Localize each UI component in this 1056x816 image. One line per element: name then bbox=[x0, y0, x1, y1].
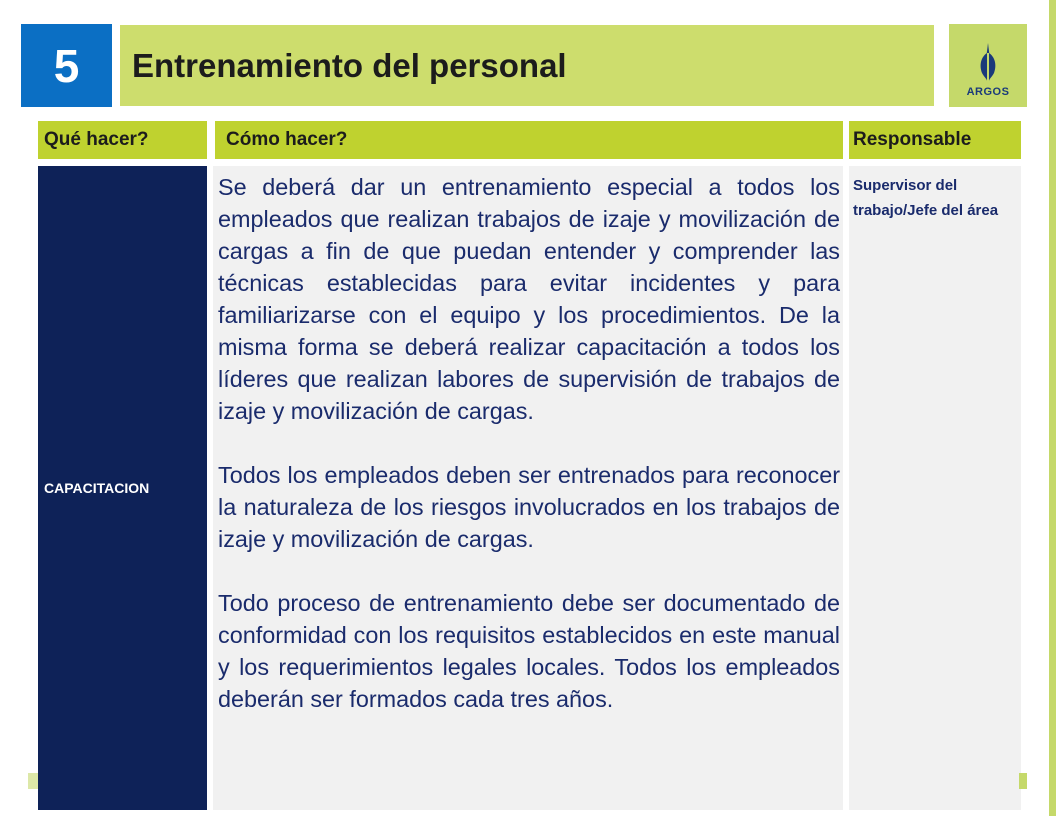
right-accent-stripe bbox=[1049, 0, 1056, 816]
como-paragraph-2: Todos los empleados deben ser entrenados para reconocer la naturaleza de los riesgos involucrados en los trabajos de izaje y movilización de cargas. bbox=[218, 462, 840, 552]
section-number-text: 5 bbox=[53, 39, 80, 92]
responsable-cell bbox=[849, 166, 1021, 810]
responsable-value: Supervisor del trabajo/Jefe del área bbox=[853, 177, 999, 219]
que-hacer-cell bbox=[38, 166, 207, 810]
column-header-como-label: Cómo hacer? bbox=[226, 129, 348, 150]
footer-accent-left bbox=[28, 773, 38, 789]
como-paragraph-1: Se deberá dar un entrenamiento especial a todos los empleados que realizan trabajos de izaje y movilización de cargas a fin de que puedan entender y comprender las técnicas establecidas para evitar incidentes y para familiarizarse con el equipo y los procedimientos. De la misma forma se deberá realizar capacitación a todos los líderes que realizan labores de supervisión de trabajos de izaje y movilización de cargas. bbox=[218, 174, 840, 424]
column-header-responsable bbox=[849, 121, 1021, 159]
logo-text: ARGOS bbox=[966, 86, 1010, 98]
page-title: Entrenamiento del personal bbox=[132, 46, 567, 84]
como-hacer-cell bbox=[213, 166, 843, 810]
column-header-que-hacer bbox=[38, 121, 207, 159]
column-header-como-hacer bbox=[215, 121, 843, 159]
footer-accent-right bbox=[1019, 773, 1027, 789]
column-header-que-label: Qué hacer? bbox=[44, 129, 149, 150]
que-hacer-value: CAPACITACION bbox=[44, 480, 150, 496]
page-title-bar bbox=[120, 25, 934, 106]
section-number bbox=[21, 24, 112, 107]
argos-logo bbox=[949, 24, 1027, 107]
column-header-responsable-label: Responsable bbox=[853, 129, 972, 150]
argos-logo-icon bbox=[976, 43, 1000, 83]
como-paragraph-3: Todo proceso de entrenamiento debe ser documentado de conformidad con los requisitos establecidos en este manual y los requerimientos legales locales. Todos los empleados deberán ser formados cada tres años. bbox=[218, 590, 840, 712]
